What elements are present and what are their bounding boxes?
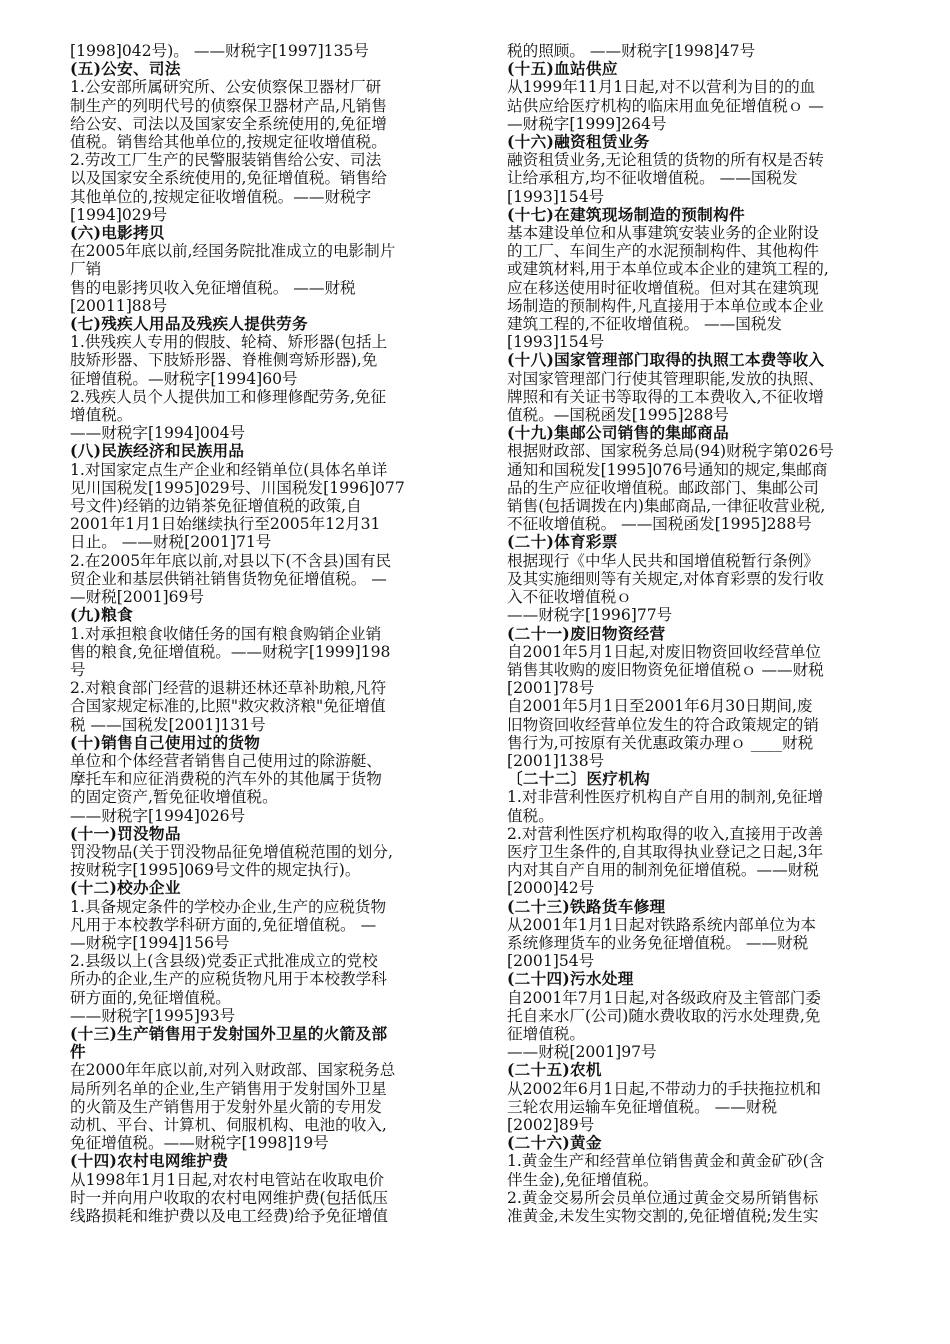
text-line: [2001]138号 bbox=[507, 751, 605, 770]
text-line: 厂销 bbox=[70, 260, 102, 279]
text-line: 见川国税发[1995]029号、川国税发[1996]077 bbox=[70, 478, 405, 497]
text-line: 所办的企业,生产的应税货物凡用于本校教学科 bbox=[70, 970, 387, 989]
text-line: 自2001年5月1日至2001年6月30日期间,废 bbox=[507, 697, 813, 716]
text-line: 合国家规定标准的,比照"救灾救济粮"免征增值 bbox=[70, 697, 386, 716]
text-line: —财税字[1999]264号 bbox=[507, 114, 667, 133]
text-line: 品的生产应征收增值税。邮政部门、集邮公司 bbox=[507, 478, 819, 497]
text-line: 其他单位的,按规定征收增值税。——财税字 bbox=[70, 187, 372, 206]
left-column bbox=[70, 42, 470, 1225]
text-line: 销售其收购的废旧物资免征增值税ｏ ——财税 bbox=[507, 660, 824, 679]
section-heading: 件 bbox=[70, 1042, 86, 1062]
text-line: 建筑工程的,不征收增值税。 ——国税发 bbox=[507, 315, 783, 334]
text-line: 或建筑材料,用于本单位或本企业的建筑工程的, bbox=[507, 260, 829, 279]
text-line: 销售(包括调拨在内)集邮商品,一律征收营业税, bbox=[507, 497, 826, 516]
text-line: 的火箭及生产销售用于发射外星火箭的专用发 bbox=[70, 1097, 382, 1116]
section-heading: (七)残疾人用品及残疾人提供劳务 bbox=[70, 314, 308, 334]
text-line: 号 bbox=[70, 660, 86, 679]
text-line: 自2001年7月1日起,对各级政府及主管部门委 bbox=[507, 988, 821, 1007]
text-line: 托自来水厂(公司)随水费收取的污水处理费,免 bbox=[507, 1006, 821, 1025]
text-line: 站供应给医疗机构的临床用血免征增值税ｏ — bbox=[507, 96, 824, 115]
text-line: 肢矫形器、下肢矫形器、脊椎侧弯矫形器),免 bbox=[70, 351, 378, 370]
text-line: 伴生金),免征增值税。 bbox=[507, 1170, 659, 1189]
text-line: —财税字[1994]156号 bbox=[70, 933, 230, 952]
text-line: 征增值税。 bbox=[507, 1024, 585, 1043]
text-line: 入不征收增值税ｏ bbox=[507, 588, 632, 607]
text-line: 2.黄金交易所会员单位通过黄金交易所销售标 bbox=[507, 1188, 819, 1207]
section-heading: (二十六)黄金 bbox=[507, 1133, 602, 1153]
text-line: 2001年1月1日始继续执行至2005年12月31 bbox=[70, 515, 381, 534]
text-line: 的固定资产,暂免征收增值税。 bbox=[70, 788, 278, 807]
text-line: 从2001年1月1日起对铁路系统内部单位为本 bbox=[507, 915, 817, 934]
section-heading: (十七)在建筑现场制造的预制构件 bbox=[507, 204, 745, 224]
text-line: 2.劳改工厂生产的民警服装销售给公安、司法 bbox=[70, 151, 382, 170]
section-heading: 〔二十二〕医疗机构 bbox=[507, 769, 651, 789]
text-line: 场制造的预制构件,凡直接用于本单位或本企业 bbox=[507, 296, 824, 315]
text-line: 在2005年底以前,经国务院批准成立的电影制片 bbox=[70, 242, 396, 261]
text-line: 在2000年年底以前,对列入财政部、国家税务总 bbox=[70, 1061, 396, 1080]
text-line: 从1999年11月1日起,对不以营利为目的的血 bbox=[507, 78, 816, 97]
section-heading: (十六)融资租赁业务 bbox=[507, 132, 650, 152]
text-line: [2001]54号 bbox=[507, 952, 595, 971]
text-line: 摩托车和应征消费税的汽车外的其他属于货物 bbox=[70, 770, 382, 789]
text-line: 1.对承担粮食收储任务的国有粮食购销企业销 bbox=[70, 624, 382, 643]
text-line: 1.公安部所属研究所、公安侦察保卫器材厂研 bbox=[70, 78, 382, 97]
text-line: 自2001年5月1日起,对废旧物资回收经营单位 bbox=[507, 642, 821, 661]
text-line: 根据财政部、国家税务总局(94)财税字第026号 bbox=[507, 442, 834, 461]
text-line: 准黄金,未发生实物交割的,免征增值税;发生实 bbox=[507, 1207, 819, 1225]
section-heading: (八)民族经济和民族用品 bbox=[70, 441, 245, 461]
text-line: 的工厂、车间生产的水泥预制构件、其他构件 bbox=[507, 242, 819, 261]
section-heading: (二十三)铁路货车修理 bbox=[507, 896, 666, 916]
text-line: 根据现行《中华人民共和国增值税暂行条例》 bbox=[507, 551, 819, 570]
text-line: 按财税字[1995]069号文件的规定执行)。 bbox=[70, 861, 361, 880]
text-line: 基本建设单位和从事建筑安装业务的企业附设 bbox=[507, 224, 819, 243]
section-heading: (十四)农村电网维护费 bbox=[70, 1151, 229, 1171]
section-heading: (十二)校办企业 bbox=[70, 878, 181, 898]
text-line: 增值税。 bbox=[70, 406, 133, 425]
text-line: 售的粮食,免征增值税。——财税字[1999]198 bbox=[70, 642, 391, 661]
text-line: 2.对营利性医疗机构取得的收入,直接用于改善 bbox=[507, 824, 824, 843]
text-line: 旧物资回收经营单位发生的符合政策规定的销 bbox=[507, 715, 819, 734]
text-line: 1.对国家定点生产企业和经销单位(具体名单详 bbox=[70, 460, 388, 479]
text-line: ——财税字[1996]77号 bbox=[507, 606, 673, 625]
text-line: 给公安、司法以及国家安全系统使用的,免征增 bbox=[70, 114, 387, 133]
text-line: [2000]42号 bbox=[507, 879, 595, 898]
text-line: 税的照顾。 ——财税字[1998]47号 bbox=[507, 42, 756, 60]
text-line: 值税。—国税函发[1995]288号 bbox=[507, 406, 729, 425]
section-heading: (十九)集邮公司销售的集邮商品 bbox=[507, 423, 729, 443]
text-line: [1998]042号)。 ——财税字[1997]135号 bbox=[70, 42, 370, 60]
section-heading: (九)粮食 bbox=[70, 605, 134, 625]
text-line: 税 ——国税发[2001]131号 bbox=[70, 715, 266, 734]
section-heading: (二十一)废旧物资经营 bbox=[507, 623, 666, 643]
text-line: 应在移送使用时征收增值税。但对其在建筑现 bbox=[507, 278, 819, 297]
text-line: [2002]89号 bbox=[507, 1115, 595, 1134]
text-line: 号文件)经销的边销茶免征增值税的政策,自 bbox=[70, 497, 362, 516]
text-line: 研方面的,免征增值税。 bbox=[70, 988, 231, 1007]
text-line: 三轮农用运输车免征增值税。 ——财税 bbox=[507, 1097, 778, 1116]
section-heading: (二十四)污水处理 bbox=[507, 969, 634, 989]
text-line: 日止。 ——财税[2001]71号 bbox=[70, 533, 272, 552]
section-heading: (二十五)农机 bbox=[507, 1060, 602, 1080]
text-line: ——财税字[1995]93号 bbox=[70, 1006, 236, 1025]
text-line: 售行为,可按原有关优惠政策办理ｏ ____财税 bbox=[507, 733, 814, 752]
text-line: 时一并向用户收取的农村电网维护费(包括低压 bbox=[70, 1188, 388, 1207]
text-line: 免征增值税。——财税字[1998]19号 bbox=[70, 1134, 329, 1153]
section-heading: (六)电影拷贝 bbox=[70, 223, 165, 243]
text-line: 2.对粮食部门经营的退耕还林还草补助粮,凡符 bbox=[70, 679, 387, 698]
text-line: 凡用于本校教学科研方面的,免征增值税。 — bbox=[70, 915, 377, 934]
text-line: [1993]154号 bbox=[507, 333, 605, 352]
text-line: [20011]88号 bbox=[70, 296, 168, 315]
section-heading: (五)公安、司法 bbox=[70, 59, 181, 79]
text-line: 局所列名单的企业,生产销售用于发射国外卫星 bbox=[70, 1079, 387, 1098]
text-line: 让给承租方,均不征收增值税。 ——国税发 bbox=[507, 169, 798, 188]
text-line: 制生产的列明代号的侦察保卫器材产品,凡销售 bbox=[70, 96, 387, 115]
section-heading: (十三)生产销售用于发射国外卫星的火箭及部 bbox=[70, 1023, 388, 1043]
text-line: ——财税字[1994]026号 bbox=[70, 806, 246, 825]
text-line: 从2002年6月1日起,不带动力的手扶拖拉机和 bbox=[507, 1079, 821, 1098]
text-line: 2.在2005年年底以前,对县以下(不含县)国有民 bbox=[70, 551, 392, 570]
text-line: 2.县级以上(含县级)党委正式批准成立的党校 bbox=[70, 952, 378, 971]
section-heading: (十)销售自己使用过的货物 bbox=[70, 732, 261, 752]
text-line: 罚没物品(关于罚没物品征免增值税范围的划分, bbox=[70, 842, 393, 861]
text-line: 征增值税。—财税字[1994]60号 bbox=[70, 369, 298, 388]
text-line: 1.具备规定条件的学校办企业,生产的应税货物 bbox=[70, 897, 387, 916]
text-line: 对国家管理部门行使其管理职能,发放的执照、 bbox=[507, 369, 824, 388]
text-line: ——财税[2001]97号 bbox=[507, 1043, 657, 1062]
section-heading: (十一)罚没物品 bbox=[70, 823, 181, 843]
text-line: 内对其自产自用的制剂免征增值税。——财税 bbox=[507, 861, 819, 880]
right-column bbox=[507, 42, 907, 1225]
text-line: 通知和国税发[1995]076号通知的规定,集邮商 bbox=[507, 460, 828, 479]
section-heading: (十八)国家管理部门取得的执照工本费等收入 bbox=[507, 350, 825, 370]
text-line: 1.对非营利性医疗机构自产自用的制剂,免征增 bbox=[507, 788, 824, 807]
section-heading: (十五)血站供应 bbox=[507, 59, 618, 79]
text-line: 不征收增值税。 ——国税函发[1995]288号 bbox=[507, 515, 812, 534]
text-line: 1.黄金生产和经营单位销售黄金和黄金矿砂(含 bbox=[507, 1152, 825, 1171]
text-line: 以及国家安全系统使用的,免征增值税。销售给 bbox=[70, 169, 387, 188]
text-line: 值税。 bbox=[507, 806, 554, 825]
text-line: —财税[2001]69号 bbox=[70, 588, 205, 607]
text-line: 线路损耗和维护费以及电工经费)给予免征增值 bbox=[70, 1207, 388, 1225]
text-line: 动机、平台、计算机、伺服机构、电池的收入, bbox=[70, 1115, 387, 1134]
text-line: 从1998年1月1日起,对农村电管站在收取电价 bbox=[70, 1170, 384, 1189]
text-line: 1.供残疾人专用的假肢、轮椅、矫形器(包括上 bbox=[70, 333, 388, 352]
text-line: [2001]78号 bbox=[507, 679, 595, 698]
text-line: 融资租赁业务,无论租赁的货物的所有权是否转 bbox=[507, 151, 824, 170]
section-heading: (二十)体育彩票 bbox=[507, 532, 618, 552]
text-line: 售的电影拷贝收入免征增值税。 ——财税 bbox=[70, 278, 356, 297]
text-line: ——财税字[1994]004号 bbox=[70, 424, 246, 443]
text-line: 牌照和有关证书等取得的工本费收入,不征收增 bbox=[507, 387, 824, 406]
text-line: 值税。销售给其他单位的,按规定征收增值税。 bbox=[70, 133, 387, 152]
text-line: [1994]029号 bbox=[70, 205, 168, 224]
text-line: 医疗卫生条件的,自其取得执业登记之日起,3年 bbox=[507, 842, 824, 861]
text-line: 系统修理货车的业务免征增值税。 ——财税 bbox=[507, 933, 809, 952]
text-line: 及其实施细则等有关规定,对体育彩票的发行收 bbox=[507, 569, 824, 588]
text-line: [1993]154号 bbox=[507, 187, 605, 206]
text-line: 2.残疾人员个人提供加工和修理修配劳务,免征 bbox=[70, 387, 387, 406]
text-line: 单位和个体经营者销售自己使用过的除游艇、 bbox=[70, 751, 382, 770]
text-line: 贸企业和基层供销社销售货物免征增值税。 — bbox=[70, 569, 387, 588]
